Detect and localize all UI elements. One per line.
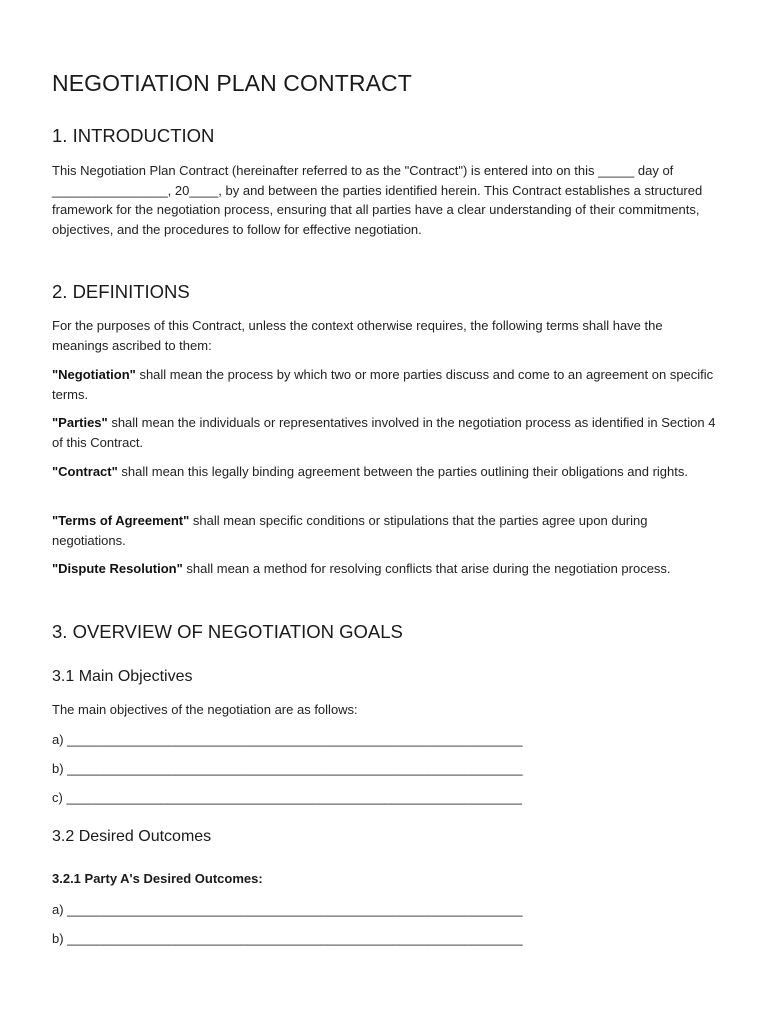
main-objectives-intro: The main objectives of the negotiation are as follows: [52, 702, 358, 717]
section-heading-definitions: 2. DEFINITIONS [52, 281, 190, 302]
definition-negotiation [52, 365, 722, 404]
definition-text: shall mean specific conditions or stipulations that the parties agree upon during negotiations. [52, 513, 648, 548]
subsection-heading-main-objectives: 3.1 Main Objectives [52, 668, 193, 685]
definition-term: "Terms of Agreement" [52, 513, 190, 528]
section-heading-introduction: 1. INTRODUCTION [52, 125, 215, 146]
definition-text: shall mean a method for resolving conflicts that arise during the negotiation process. [182, 561, 671, 576]
definition-text: shall mean the individuals or representatives involved in the negotiation process as identified in Section 4 of this Contract. [52, 415, 716, 450]
subsection-heading-party-a-outcomes: 3.2.1 Party A's Desired Outcomes: [52, 871, 263, 886]
objective-line-c: c) _______________________________________________________________ [52, 790, 522, 805]
definitions-intro: For the purposes of this Contract, unless the context otherwise requires, the following terms shall have the meanings ascribed to them: [52, 318, 663, 353]
definition-term: "Negotiation" [52, 367, 136, 382]
party-a-outcome-line-a: a) _______________________________________________________________ [52, 902, 523, 917]
definition-contract [52, 462, 722, 482]
document-title: NEGOTIATION PLAN CONTRACT [52, 70, 412, 96]
definition-terms-of-agreement [52, 511, 722, 550]
definition-dispute-resolution [52, 559, 722, 579]
introduction-paragraph: This Negotiation Plan Contract (hereinafter referred to as the "Contract") is entered into on this _____ day of ________________, 20____, by and between the parties identified herein. This Contract establishes a structured framework for the negotiation process, ensuring that all parties have a clear understanding of their commitments, objectives, and the procedures to follow for effective negotiation. [52, 163, 703, 237]
definition-term: "Parties" [52, 415, 108, 430]
definition-term: "Dispute Resolution" [52, 561, 183, 576]
party-a-outcome-line-b: b) _______________________________________________________________ [52, 931, 523, 946]
objective-line-a: a) _______________________________________________________________ [52, 732, 523, 747]
definition-text: shall mean the process by which two or more parties discuss and come to an agreement on specific terms. [52, 367, 714, 402]
definition-text: shall mean this legally binding agreement between the parties outlining their obligations and rights. [117, 464, 688, 479]
subsection-heading-desired-outcomes: 3.2 Desired Outcomes [52, 828, 212, 845]
section-heading-negotiation-goals: 3. OVERVIEW OF NEGOTIATION GOALS [52, 621, 403, 642]
definition-term: "Contract" [52, 464, 118, 479]
definition-parties [52, 413, 722, 452]
objective-line-b: b) _______________________________________________________________ [52, 761, 523, 776]
